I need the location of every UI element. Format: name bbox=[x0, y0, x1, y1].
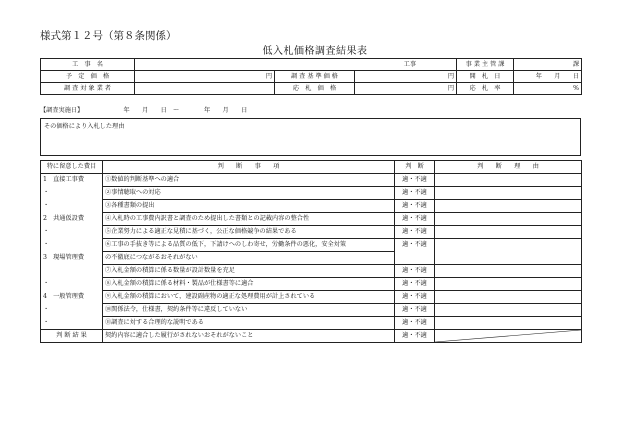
category-cell: ・ bbox=[41, 317, 103, 330]
reason-cell[interactable] bbox=[435, 278, 582, 291]
manager-label: 事 業 主 管 課 bbox=[457, 59, 514, 71]
category-cell: 4 一般管理費 bbox=[41, 291, 103, 304]
header-category: 特に留意した費目 bbox=[41, 161, 103, 174]
table-row bbox=[41, 226, 582, 239]
table-row bbox=[41, 317, 582, 330]
judge-cell[interactable]: 適・不適 bbox=[395, 174, 435, 187]
table-row bbox=[41, 174, 582, 187]
manager-value: 課 bbox=[514, 59, 582, 71]
item-cell: ②事情聴取への対応 bbox=[103, 187, 395, 200]
reason-cell[interactable] bbox=[435, 200, 582, 213]
result-item: 契約内容に適合した履行がされないおそれがないこと bbox=[103, 330, 395, 343]
category-cell: 1 直接工事費 bbox=[41, 174, 103, 187]
bid-rate-value: % bbox=[514, 83, 582, 95]
reason-cell[interactable] bbox=[435, 226, 582, 239]
header-row-bidder bbox=[41, 83, 582, 95]
table-row bbox=[41, 278, 582, 291]
result-label: 判 断 結 果 bbox=[41, 330, 103, 343]
item-cell: ①数値的判断基準への適合 bbox=[103, 174, 395, 187]
evaluation-table bbox=[40, 160, 582, 343]
header-items: 判 断 事 項 bbox=[103, 161, 395, 174]
reason-cell[interactable] bbox=[435, 291, 582, 304]
reason-cell[interactable] bbox=[435, 317, 582, 330]
category-cell: 3 現場管理費 bbox=[41, 252, 103, 265]
judge-cell[interactable]: 適・不適 bbox=[395, 239, 435, 265]
survey-date: 【調査実施日】 年 月 日 〜 年 月 日 bbox=[40, 107, 248, 114]
result-reason-diagonal bbox=[435, 330, 582, 343]
eval-header-row bbox=[41, 161, 582, 174]
reason-cell[interactable] bbox=[435, 174, 582, 187]
category-cell: ・ bbox=[41, 278, 103, 291]
judge-cell[interactable]: 適・不適 bbox=[395, 278, 435, 291]
target-label: 調 査 対 象 業 者 bbox=[41, 83, 135, 95]
reason-cell[interactable] bbox=[435, 187, 582, 200]
category-cell: ・ bbox=[41, 304, 103, 317]
reason-cell[interactable] bbox=[435, 265, 582, 278]
judge-cell[interactable]: 適・不適 bbox=[395, 187, 435, 200]
target-value bbox=[135, 83, 275, 95]
table-row bbox=[41, 265, 582, 278]
item-cell: ⑧入札金額の積算に係る材料・製品が仕様書等に適合 bbox=[103, 278, 395, 291]
table-row bbox=[41, 291, 582, 304]
item-cell: ⑪調査に対する合理的な説明である bbox=[103, 317, 395, 330]
judge-cell[interactable]: 適・不適 bbox=[395, 226, 435, 239]
bid-rate-label: 応 札 率 bbox=[457, 83, 514, 95]
base-price-value: 円 bbox=[355, 71, 457, 83]
category-cell: 2 共通仮設費 bbox=[41, 213, 103, 226]
item-cell: ③各種書類の提出 bbox=[103, 200, 395, 213]
header-judgement: 判 断 bbox=[395, 161, 435, 174]
judge-cell[interactable]: 適・不適 bbox=[395, 213, 435, 226]
table-row bbox=[41, 187, 582, 200]
item-cell: ⑤企業努力による適正な見積に基づく，公正な価格競争の結果である bbox=[103, 226, 395, 239]
reason-box bbox=[40, 118, 581, 156]
category-cell: ・ bbox=[41, 226, 103, 239]
reason-cell[interactable] bbox=[435, 213, 582, 226]
planned-price-value: 円 bbox=[135, 71, 275, 83]
construction-value: 工事 bbox=[135, 59, 457, 71]
table-row bbox=[41, 213, 582, 226]
page-title: 低入札価格調査結果表 bbox=[262, 46, 368, 57]
judge-cell[interactable]: 適・不適 bbox=[395, 265, 435, 278]
category-cell: ・ bbox=[41, 187, 103, 200]
result-judge[interactable]: 適・不適 bbox=[395, 330, 435, 343]
item-cell: ⑥工事の手抜き等による品質の低下，下請けへのしわ寄せ，労働条件の悪化，安全対策 bbox=[103, 239, 395, 252]
table-row bbox=[41, 239, 582, 252]
category-cell bbox=[41, 265, 103, 278]
item-cell: ④入札時の工事費内訳書と調査のため提出した書類との記載内容の整合性 bbox=[103, 213, 395, 226]
header-row-construction bbox=[41, 59, 582, 71]
header-table bbox=[40, 58, 582, 95]
table-row bbox=[41, 200, 582, 213]
bid-price-label: 応 札 価 格 bbox=[275, 83, 355, 95]
table-row bbox=[41, 304, 582, 317]
bid-date-label: 開 札 日 bbox=[457, 71, 514, 83]
bid-date-value: 年 月 日 bbox=[514, 71, 582, 83]
planned-price-label: 予 定 価 格 bbox=[41, 71, 135, 83]
item-cell: ⑦入札金額の積算に係る数量が設計数量を充足 bbox=[103, 265, 395, 278]
diagonal-line bbox=[435, 330, 581, 342]
judge-cell[interactable]: 適・不適 bbox=[395, 304, 435, 317]
item-cell-continued: の不徹底につながるおそれがない bbox=[103, 252, 395, 265]
base-price-label: 調 査 基 準 価 格 bbox=[275, 71, 355, 83]
construction-label: 工 事 名 bbox=[41, 59, 135, 71]
bid-price-value: 円 bbox=[355, 83, 457, 95]
form-number: 様式第１２号（第８条関係） bbox=[40, 30, 177, 42]
judge-cell[interactable]: 適・不適 bbox=[395, 291, 435, 304]
result-row bbox=[41, 330, 582, 343]
item-cell: ⑨入札金額の積算において，建設副産物の適正な処理費用が計上されている bbox=[103, 291, 395, 304]
category-cell: ・ bbox=[41, 239, 103, 252]
category-cell: ・ bbox=[41, 200, 103, 213]
reason-cell[interactable] bbox=[435, 304, 582, 317]
header-reason: 判 断 理 由 bbox=[435, 161, 582, 174]
reason-label: その価格により入札した理由 bbox=[44, 123, 125, 130]
header-row-price bbox=[41, 71, 582, 83]
item-cell: ⑩関係法令，仕様書，契約条件等に違反していない bbox=[103, 304, 395, 317]
reason-cell[interactable] bbox=[435, 239, 582, 265]
judge-cell[interactable]: 適・不適 bbox=[395, 317, 435, 330]
judge-cell[interactable]: 適・不適 bbox=[395, 200, 435, 213]
